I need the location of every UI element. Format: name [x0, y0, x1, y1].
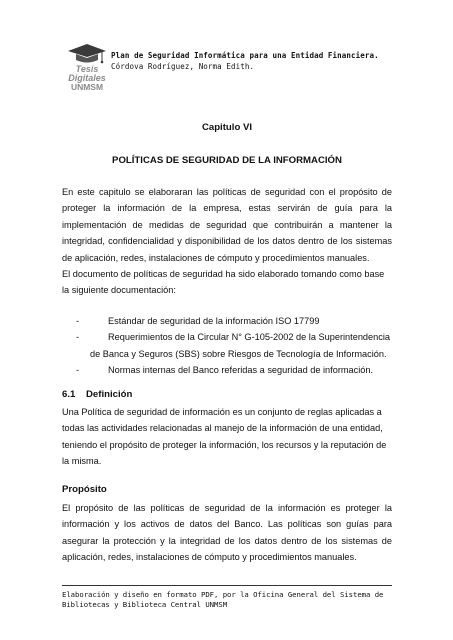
- section-number: 6.1: [62, 389, 76, 400]
- purpose-paragraph: El propósito de las políticas de seguridad de la información es proteger la información y los activos de datos del Banco. Las políticas son guías para asegurar la protección y la integridad de los datos dentro de los sistemas de aplicación, redes, instalaciones de cómputo y procedimientos manuales.: [62, 503, 392, 563]
- section-title: POLÍTICAS DE SEGURIDAD DE LA INFORMACIÓN: [112, 155, 342, 166]
- page-footer: Elaboración y diseño en formato PDF, por la Oficina General del Sistema de Bibliotecas y Biblioteca Central UNMSM: [62, 590, 384, 609]
- chapter-heading: Capitulo VI: [201, 122, 253, 133]
- list-item-text: Estándar de seguridad de la información ISO 17799: [108, 316, 320, 326]
- purpose-heading: Propósito: [62, 484, 107, 495]
- document-author: Córdova Rodríguez, Norma Edith.: [111, 62, 255, 71]
- list-dash: -: [76, 316, 80, 326]
- list-item: [62, 362, 392, 378]
- svg-text:UNMSM: UNMSM: [70, 82, 104, 92]
- page-header: [64, 42, 404, 92]
- list-item-text: Normas internas del Banco referidas a seguridad de información.: [108, 365, 374, 376]
- definition-heading: [62, 389, 132, 400]
- definition-heading-label: Definición: [86, 389, 133, 400]
- tesis-digitales-logo: [64, 42, 110, 92]
- svg-text:Digitales: Digitales: [68, 73, 106, 83]
- list-item-continuation: de Banca y Seguros (SBS) sobre Riesgos de Tecnología de Información.: [90, 348, 387, 359]
- graduation-cap-icon: [68, 44, 106, 63]
- documentation-list: [62, 313, 392, 379]
- document-title: Plan de Seguridad Informática para una Entidad Financiera.: [111, 51, 379, 60]
- footer-divider: [62, 585, 392, 586]
- basis-paragraph: El documento de políticas de seguridad ha sido elaborado tomando como base la siguiente documentación:: [62, 269, 385, 296]
- intro-paragraph: En este capitulo se elaboraran las políticas de seguridad con el propósito de proteger la información de la empresa, estas servirán de guía para la implementación de medidas de seguridad que contribuirán a mantener la integridad, confidencialidad y disponibilidad de los datos dentro de los sistemas de aplicación, redes, instalaciones de cómputo y procedimientos manuales.: [62, 187, 392, 263]
- list-item: [62, 313, 392, 329]
- list-item: [62, 329, 392, 362]
- list-dash: -: [76, 365, 80, 376]
- list-dash: -: [76, 332, 80, 343]
- list-item-text: Requerimientos de la Circular N° G-105-2002 de la Superintendencia: [108, 332, 391, 343]
- svg-text:Tesis: Tesis: [75, 64, 99, 74]
- definition-paragraph: Una Política de seguridad de información es un conjunto de reglas aplicadas a todas las actividades relacionadas al manejo de la información de una entidad, teniendo el propósito de proteger la información, los recursos y la reputación de la misma.: [62, 407, 387, 467]
